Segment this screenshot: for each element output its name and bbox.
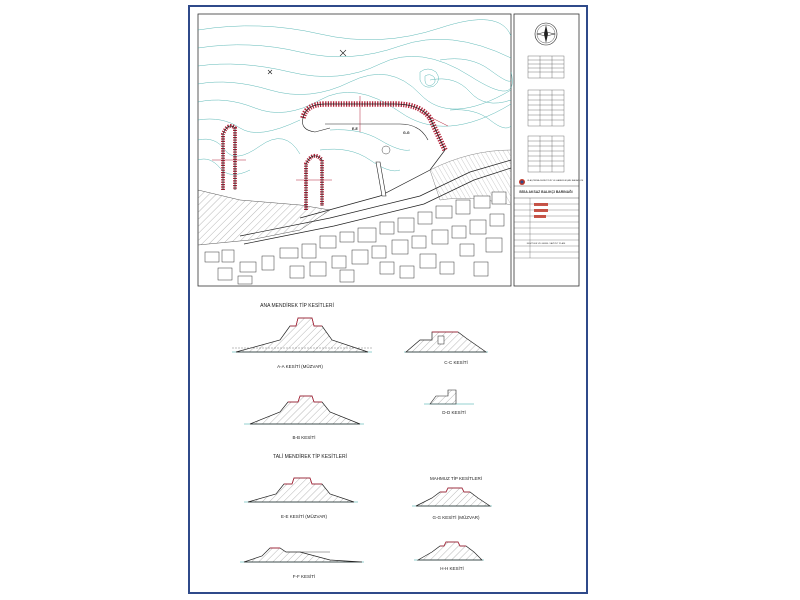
plan-label-e: E-E [352,127,358,131]
signature-stamp [534,203,548,206]
plan-label-g: G-G [403,131,410,135]
institution-name: ULAŞTIRMA DENİZCİLİK VE HABERLEŞME BAKANLIĞI [527,180,584,182]
section-hh-label: H-H KESİTİ [440,566,464,571]
site-plan [198,14,512,286]
spur-sections-title: MAHMUZ TİP KESİTLERİ [429,476,483,481]
section-aa-label: A-A KESİTİ (MÜZVAR) [277,364,323,369]
cross-sections [232,302,492,579]
drawing-name: KESİTLER VE GENEL VAZİYET PLANI [526,243,566,245]
section-hh [414,542,484,571]
section-ee-label: E-E KESİTİ (MÜZVAR) [281,514,327,519]
title-block [514,14,584,286]
section-gg [412,488,492,520]
signature-stamp [534,215,546,218]
section-ff-label: F-F KESİTİ [292,574,316,579]
project-title: BİGA AKSAZ BALIKÇI BARINAĞI [519,190,573,194]
section-bb [244,396,364,440]
section-dd [424,390,474,415]
section-ff [240,548,364,579]
section-cc [404,332,488,365]
signature-stamp [534,209,548,212]
section-dd-label: D-D KESİTİ [442,410,466,415]
section-cc-label: C-C KESİTİ [444,360,468,365]
section-gg-label: G-G KESİTİ (MÜZVAR) [432,515,480,520]
section-aa [232,318,372,369]
secondary-breakwater-sections-title: TALİ MENDİREK TİP KESİTLERİ [273,454,347,460]
main-breakwater-sections-title: ANA MENDİREK TİP KESİTLERİ [260,303,334,309]
section-ee [244,478,358,519]
section-bb-label: B-B KESİTİ [292,435,316,440]
ministry-logo [519,179,525,185]
